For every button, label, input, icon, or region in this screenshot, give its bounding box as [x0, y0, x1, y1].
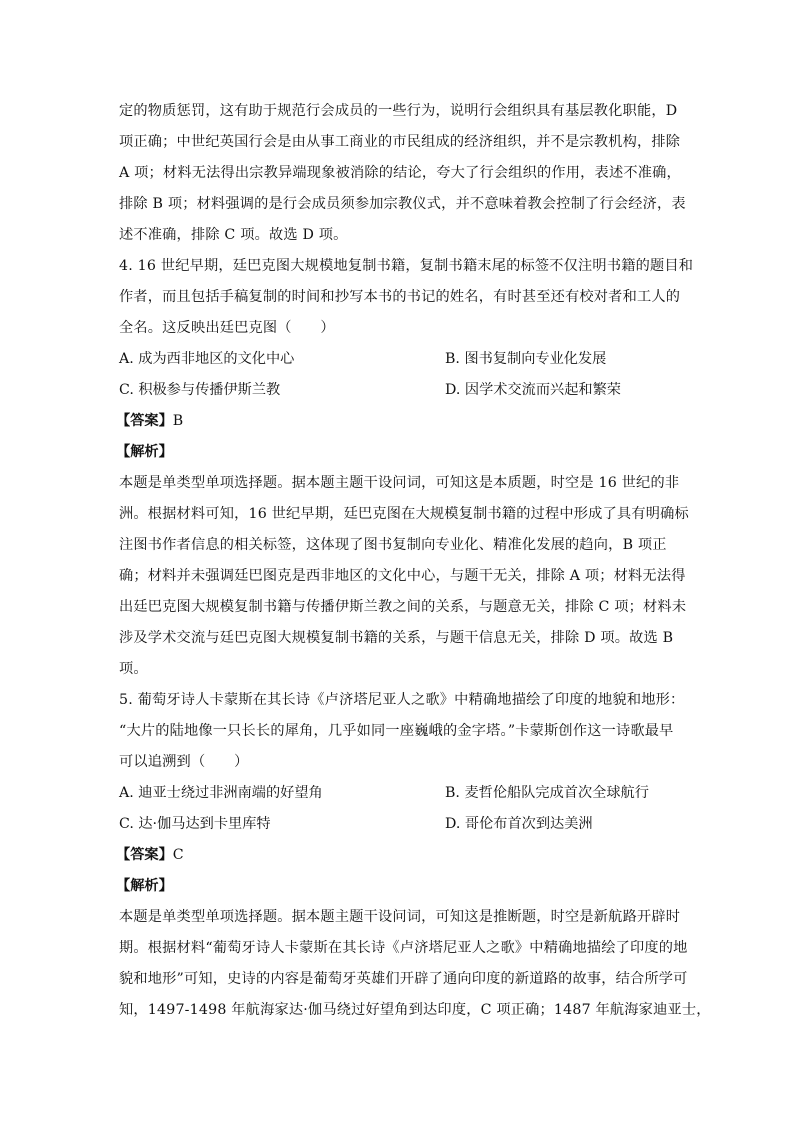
analysis-paragraph — [119, 468, 689, 685]
text-line: 本题是单类型单项选择题。据本题主题干设问词，可知这是推断题，时空是新航路开辟时 — [119, 909, 681, 925]
text-line: 本题是单类型单项选择题。据本题主题干设问词，可知这是本质题，时空是 16 世纪的非 — [119, 475, 680, 491]
option-b: B. 图书复制向专业化发展 — [445, 351, 607, 367]
answer-line — [116, 406, 679, 437]
text-line: 出廷巴克图大规模复制书籍与传播伊斯兰教之间的关系，与题意无关，排除 C 项；材料未 — [119, 599, 687, 615]
text-line: 定的物质惩罚，这有助于规范行会成员的一些行为，说明行会组织具有基层教化职能，D — [119, 103, 678, 119]
analysis-heading — [116, 437, 679, 468]
question-stem-line: “大片的陆地像一只长长的犀角，几乎如同一座巍峨的金字塔。”卡蒙斯创作这一诗歌最早 — [119, 723, 674, 739]
text-line: A 项；材料无法得出宗教异端现象被消除的结论，夸大了行会组织的作用，表述不准确， — [119, 165, 681, 181]
answer-label: 【答案】 — [116, 413, 173, 429]
text-line: 项正确；中世纪英国行会是由从事工商业的市民组成的经济组织，并不是宗教机构，排除 — [119, 134, 681, 150]
question-stem-line: 作者，而且包括手稿复制的时间和抄写本书的书记的姓名，有时甚至还有校对者和工人的 — [119, 289, 681, 305]
option-d: D. 因学术交流而兴起和繁荣 — [445, 382, 621, 398]
intro-paragraph — [119, 96, 686, 251]
options-row — [119, 809, 679, 840]
option-a: A. 迪亚士绕过非洲南端的好望角 — [119, 785, 323, 801]
text-line: 述不准确，排除 C 项。故选 D 项。 — [119, 227, 348, 243]
options-row — [119, 375, 679, 406]
answer-label: 【答案】 — [116, 847, 173, 863]
text-line: 排除 B 项；材料强调的是行会成员须参加宗教仪式，并不意味着教会控制了行会经济，表 — [119, 196, 686, 212]
answer-value: C — [172, 847, 184, 863]
text-line: 貌和地形”可知，史诗的内容是葡萄牙英雄们开辟了通向印度的新道路的故事，结合所学可 — [119, 971, 688, 987]
text-line: 确；材料并未强调廷巴图克是西非地区的文化中心，与题干无关，排除 A 项；材料无法得 — [119, 568, 686, 584]
answer-value: B — [172, 413, 184, 429]
analysis-label: 【解析】 — [116, 878, 173, 894]
analysis-label: 【解析】 — [116, 444, 173, 460]
question-5 — [116, 685, 711, 1026]
text-line: 期。根据材料“葡萄牙诗人卡蒙斯在其长诗《卢济塔尼亚人之歌》中精确地描绘了印度的地 — [119, 940, 688, 956]
analysis-paragraph — [119, 902, 711, 1026]
analysis-heading — [116, 871, 679, 902]
options-row — [119, 344, 679, 375]
text-line: 项。 — [119, 661, 148, 677]
question-stem-line: 5. 葡萄牙诗人卡蒙斯在其长诗《卢济塔尼亚人之歌》中精确地描绘了印度的地貌和地形： — [119, 692, 685, 708]
option-d: D. 哥伦布首次到达美洲 — [445, 816, 593, 832]
question-stem-line: 全名。这反映出廷巴克图（ ） — [119, 320, 335, 336]
option-c: C. 积极参与传播伊斯兰教 — [119, 382, 281, 398]
options-row — [119, 778, 679, 809]
option-c: C. 达·伽马达到卡里库特 — [119, 816, 271, 832]
text-line: 洲。根据材料可知，16 世纪早期，廷巴克图在大规模复制书籍的过程中形成了具有明确标 — [119, 506, 689, 522]
document-page — [116, 96, 711, 1026]
text-line: 知，1497-1498 年航海家达·伽马绕过好望角到达印度，C 项正确；1487 年航海家迪亚士， — [119, 1002, 711, 1018]
option-b: B. 麦哲伦船队完成首次全球航行 — [445, 785, 649, 801]
option-a: A. 成为西非地区的文化中心 — [119, 351, 295, 367]
question-stem-line: 可以追溯到（ ） — [119, 754, 249, 770]
answer-line — [116, 840, 679, 871]
question-stem-line: 4. 16 世纪早期，廷巴克图大规模地复制书籍，复制书籍末尾的标签不仅注明书籍的题目和 — [119, 258, 694, 274]
text-line: 涉及学术交流与廷巴克图大规模复制书籍的关系，与题干信息无关，排除 D 项。故选 B — [119, 630, 674, 646]
text-line: 注图书作者信息的相关标签，这体现了图书复制向专业化、精准化发展的趋向，B 项正 — [119, 537, 667, 553]
question-4 — [116, 251, 694, 685]
